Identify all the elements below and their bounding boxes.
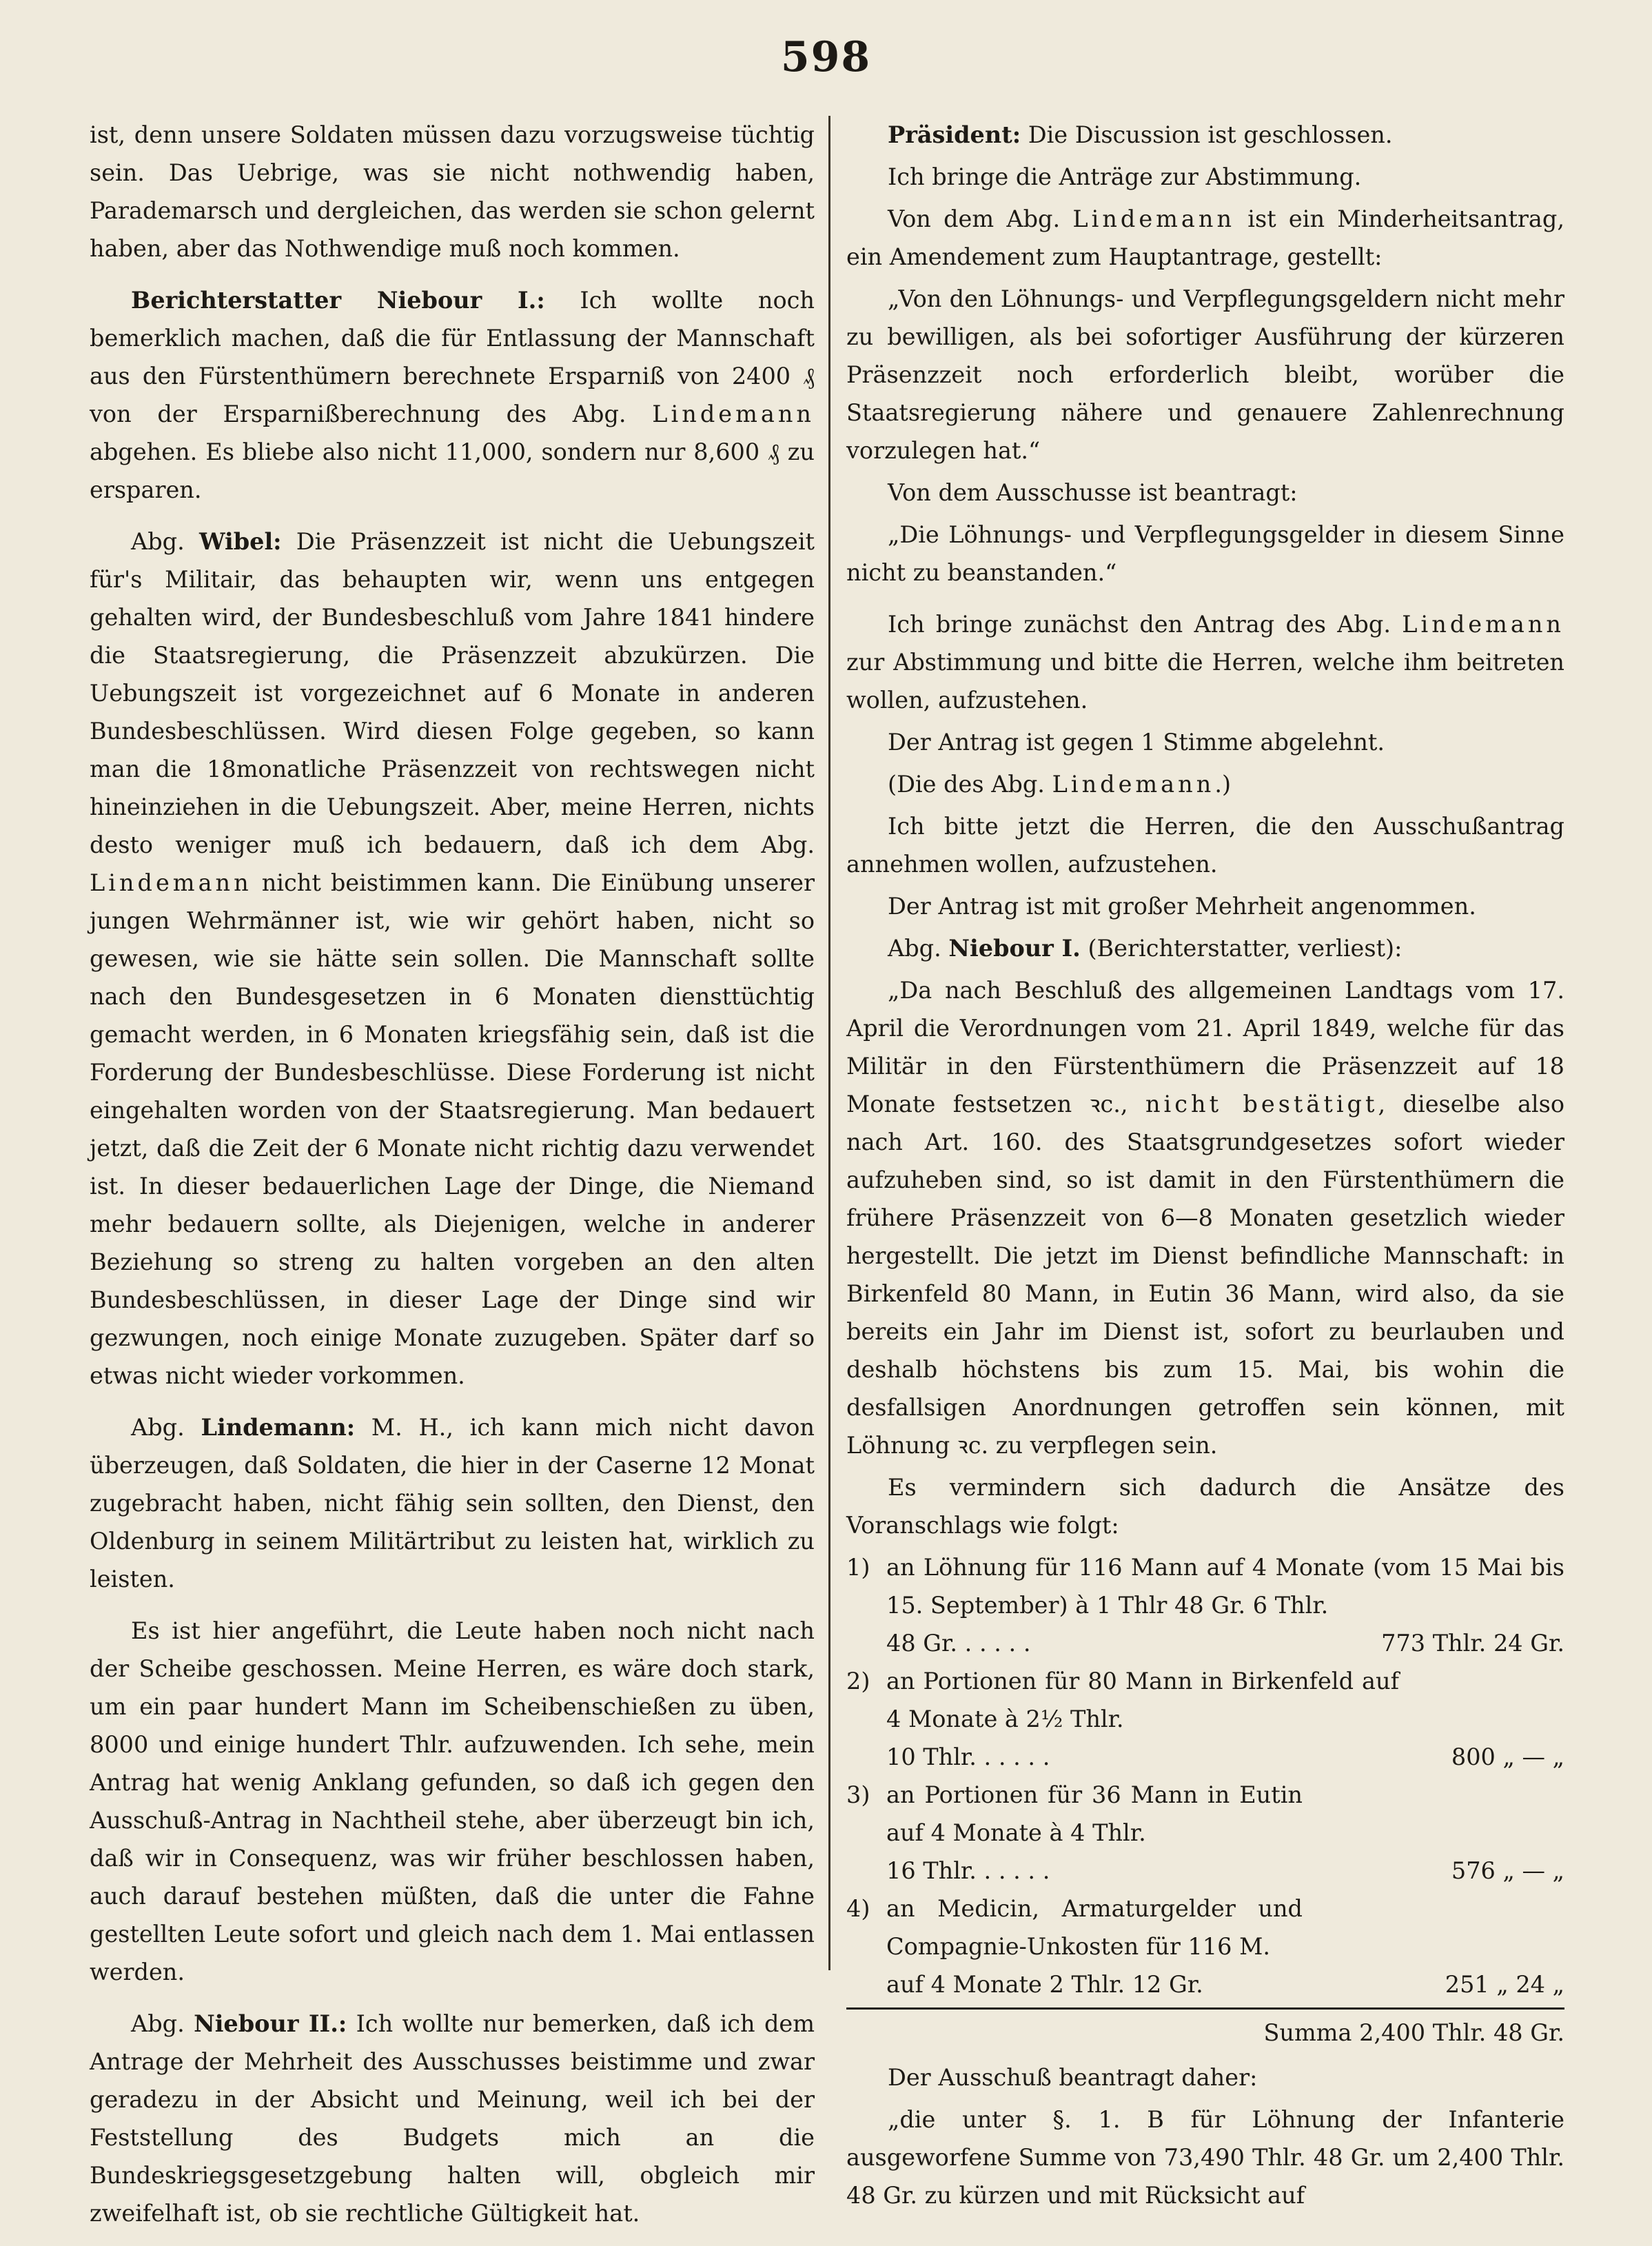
quote-committee-proposal: „die unter §. 1. B für Löhnung der Infanterie ausgeworfene Summe von 73,490 Thlr. 48 Gr. um 2,400 Thlr. 48 Gr. zu kürzen und mit Rücksicht auf: [846, 2106, 1564, 2209]
right-column: [846, 116, 1564, 2218]
name-lindemann: Lindemann: [90, 869, 252, 896]
paragraph-r9-text-b: .): [1214, 771, 1232, 798]
prefix-abg: Abg.: [131, 528, 199, 555]
paragraph-4-text: M. H., ich kann mich nicht davon überzeugen, daß Soldaten, die hier in der Caserne 12 Monat zugebracht haben, nicht fähig sein sollten, den Dienst, den Oldenburg in seinem Militärtribut zu leisten hat, wirklich zu leisten.: [90, 1414, 815, 1592]
estimate-item-number: 4): [846, 1895, 870, 1922]
paragraph-r3: [846, 200, 1564, 276]
paragraph-r2: Ich bringe die Anträge zur Abstimmung.: [888, 163, 1362, 190]
paragraph-r11: Der Antrag ist mit großer Mehrheit angenommen.: [888, 893, 1476, 920]
paragraph-3-text-a: Die Präsenzzeit ist nicht die Uebungszeit für's Militair, das behaupten wir, wenn uns entgegen gehalten wird, der Bundesbeschluß vom Jahre 1841 hindere die Staatsregierung, die Präsenzzeit abzukürzen. Die Uebungszeit ist vorgezeichnet auf 6 Monate in anderen Bundesbeschlüssen. Wird diesen Folge gegeben, so kann man die 18monatliche Präsenzzeit von rechtswegen nicht hineinziehen in die Uebungszeit. Aber, meine Herren, nichts desto weniger muß ich bedauern, daß ich dem Abg.: [90, 528, 815, 858]
speaker-niebour-1: Niebour I.: [948, 935, 1081, 962]
prefix-abg: Abg.: [131, 1414, 201, 1441]
paragraph-r7: [846, 605, 1564, 719]
estimate-item-rate: 16 Thlr. . . . . .: [886, 1857, 1050, 1884]
column-divider: [828, 116, 830, 1970]
prefix-abg: Abg.: [131, 2010, 194, 2037]
speaker-niebour-2: Niebour II.:: [194, 2010, 347, 2037]
sum-rule: [846, 2007, 1564, 2010]
paragraph-r3-text-a: Von dem Abg.: [888, 205, 1073, 232]
estimate-item-rate: 10 Thlr. . . . . .: [886, 1743, 1050, 1770]
quote-report: [846, 971, 1564, 1464]
paragraph-1: ist, denn unsere Soldaten müssen dazu vorzugsweise tüchtig sein. Das Uebrige, was sie nicht nothwendig haben, Parademarsch und dergleichen, das werden sie schon gelernt haben, aber das Nothwendige muß noch kommen.: [90, 121, 815, 262]
estimate-item-amount: 251 „ 24 „: [1445, 1971, 1564, 1998]
paragraph-r8: Der Antrag ist gegen 1 Stimme abgelehnt.: [888, 729, 1385, 756]
paragraph-6-text: Ich wollte nur bemerken, daß ich dem Antrage der Mehrheit des Ausschusses beistimme und zwar geradezu in der Absicht und Meinung, weil ich bei der Feststellung des Budgets mich an die Bundeskriegsgesetzgebung halten will, obgleich mir zweifelhaft ist, ob sie rechtliche Gültigkeit hat.: [90, 2010, 815, 2227]
estimate-item: [846, 1890, 1564, 2003]
quote-minority-motion: „Von den Löhnungs- und Verpflegungsgeldern nicht mehr zu bewilligen, als bei sofortiger Ausführung der kürzeren Präsenzzeit noch erforderlich bleibt, worüber die Staatsregierung nähere und genauere Zahlenrechnung vorzulegen hat.“: [846, 285, 1564, 464]
estimate-item-text: an Medicin, Armaturgelder und Compagnie-Unkosten für 116 M.: [886, 1895, 1303, 1960]
estimate-item: [846, 1776, 1564, 1890]
paragraph-3-text-b: nicht beistimmen kann. Die Einübung unserer jungen Wehrmänner ist, wie wir gehört haben, nicht so gewesen, wie sie hätte sein sollen. Die Mannschaft sollte nach den Bundesgesetzen in 6 Monaten diensttüchtig gemacht werden, in 6 Monaten kriegsfähig sein, daß ist die Forderung der Bundesbeschlüsse. Diese Forderung ist nicht eingehalten worden von der Staatsregierung. Man bedauert jetzt, daß die Zeit der 6 Monate nicht richtig dazu verwendet ist. In dieser bedauerlichen Lage der Dinge, die Niemand mehr bedauern sollte, als Diejenigen, welche in anderer Beziehung so streng zu halten vorgeben an den alten Bundesbeschlüssen, in dieser Lage der Dinge sind wir gezwungen, noch einige Monate zuzugeben. Später darf so etwas nicht wieder vorkommen.: [90, 869, 815, 1389]
estimate-total: Summa 2,400 Thlr. 48 Gr.: [1263, 2019, 1564, 2046]
estimate-item-number: 1): [846, 1554, 870, 1581]
paragraph-2-text-b: abgehen. Es bliebe also nicht 11,000, sondern nur 8,600 ₰ zu ersparen.: [90, 438, 815, 503]
paragraph-r14: Es vermindern sich dadurch die Ansätze des Voranschlags wie folgt:: [846, 1474, 1564, 1539]
left-column: [90, 116, 815, 2246]
estimate-list: [846, 1548, 1564, 2052]
emphasis-nicht-bestaetigt: nicht bestätigt: [1145, 1091, 1378, 1117]
prefix-abg: Abg.: [888, 935, 949, 962]
name-lindemann: Lindemann: [1402, 611, 1564, 638]
page-number: 598: [780, 33, 872, 81]
paragraph-r1: [846, 116, 1564, 154]
speaker-niebour-1: Berichterstatter Niebour I.:: [131, 287, 545, 314]
paragraph-r12: [846, 929, 1564, 967]
paragraph-r5: Von dem Ausschusse ist beantragt:: [888, 479, 1298, 506]
estimate-item-text: an Löhnung für 116 Mann auf 4 Monate (vom 15 Mai bis 15. September) à 1 Thlr 48 Gr. 6 Thlr.: [886, 1554, 1564, 1619]
paragraph-2: [90, 281, 815, 509]
estimate-item: [846, 1662, 1564, 1776]
paragraph-r12-text: (Berichterstatter, verliest):: [1080, 935, 1403, 962]
name-lindemann: Lindemann: [652, 401, 815, 427]
speaker-wibel: Wibel:: [198, 528, 282, 555]
estimate-item-text: an Portionen für 36 Mann in Eutin auf 4 Monate à 4 Thlr.: [886, 1781, 1303, 1846]
paragraph-r7-text-a: Ich bringe zunächst den Antrag des Abg.: [888, 611, 1403, 638]
paragraph-3: [90, 523, 815, 1395]
estimate-item-rate: auf 4 Monate 2 Thlr. 12 Gr.: [886, 1971, 1203, 1998]
estimate-item-amount: 576 „ — „: [1451, 1857, 1564, 1884]
paragraph-r15: Der Ausschuß beantragt daher:: [888, 2064, 1258, 2091]
quote-report-text-a: „Da nach Beschluß des allgemeinen Landtags vom 17. April die Verordnungen vom 21. April 1849, welche für das Militär in den Fürstenthümern die Präsenzzeit auf 18 Monate festsetzen ꝛc.,: [846, 977, 1564, 1117]
paragraph-4: [90, 1408, 815, 1598]
paragraph-r1-text: Die Discussion ist geschlossen.: [1021, 121, 1393, 148]
name-lindemann: Lindemann: [1072, 205, 1236, 232]
estimate-item: [846, 1548, 1564, 1662]
paragraph-r7-text-b: zur Abstimmung und bitte die Herren, welche ihm beitreten wollen, aufzustehen.: [846, 649, 1564, 714]
estimate-item-rate: 48 Gr. . . . . .: [886, 1630, 1031, 1657]
estimate-item-amount: 773 Thlr. 24 Gr.: [1381, 1630, 1564, 1657]
name-lindemann: Lindemann: [1052, 771, 1215, 798]
speaker-praesident: Präsident:: [888, 121, 1021, 148]
paragraph-r9-text-a: (Die des Abg.: [888, 771, 1052, 798]
quote-report-text-b: , dieselbe also nach Art. 160. des Staatsgrundgesetzes sofort wieder aufzuheben sind, so ist damit in den Fürstenthümern die frühere Präsenzzeit von 6—8 Monaten gesetzlich wieder hergestellt. Die jetzt im Dienst befindliche Mannschaft: in Birkenfeld 80 Mann, in Eutin 36 Mann, wird also, da sie bereits ein Jahr im Dienst ist, sofort zu beurlauben und deshalb höchstens bis zum 15. Mai, bis wohin die desfallsigen Anordnungen getroffen sein können, mit Löhnung ꝛc. zu verpflegen sein.: [846, 1091, 1564, 1459]
paragraph-6: [90, 2005, 815, 2232]
paragraph-r9: [846, 765, 1564, 803]
estimate-item-number: 3): [846, 1781, 870, 1808]
paragraph-r10: Ich bitte jetzt die Herren, die den Ausschußantrag annehmen wollen, aufzustehen.: [846, 813, 1564, 878]
estimate-item-amount: 800 „ — „: [1451, 1743, 1564, 1770]
speaker-lindemann: Lindemann:: [201, 1414, 356, 1441]
paragraph-5: Es ist hier angeführt, die Leute haben noch nicht nach der Scheibe geschossen. Meine Herren, es wäre doch stark, um ein paar hundert Mann im Scheibenschießen zu üben, 8000 und einige hundert Thlr. aufzuwenden. Ich sehe, mein Antrag hat wenig Anklang gefunden, so daß ich gegen den Ausschuß-Antrag in Nachtheil stehe, aber überzeugt bin ich, daß wir in Consequenz, was wir früher beschlossen haben, auch darauf bestehen müßten, daß die unter die Fahne gestellten Leute sofort und gleich nach dem 1. Mai entlassen werden.: [90, 1617, 815, 1985]
estimate-item-number: 2): [846, 1668, 870, 1694]
estimate-item-text: an Portionen für 80 Mann in Birkenfeld auf 4 Monate à 2½ Thlr.: [886, 1668, 1399, 1732]
paragraph-2-text-a: Ich wollte noch bemerklich machen, daß die für Entlassung der Mannschaft aus den Fürstenthümern berechnete Ersparniß von 2400 ₰ von der Ersparnißberechnung des Abg.: [90, 287, 815, 427]
paragraph-r3-text-b: ist ein Minderheitsantrag, ein Amendement zum Hauptantrage, gestellt:: [846, 205, 1564, 270]
quote-committee-motion: „Die Löhnungs- und Verpflegungsgelder in diesem Sinne nicht zu beanstanden.“: [846, 521, 1564, 586]
